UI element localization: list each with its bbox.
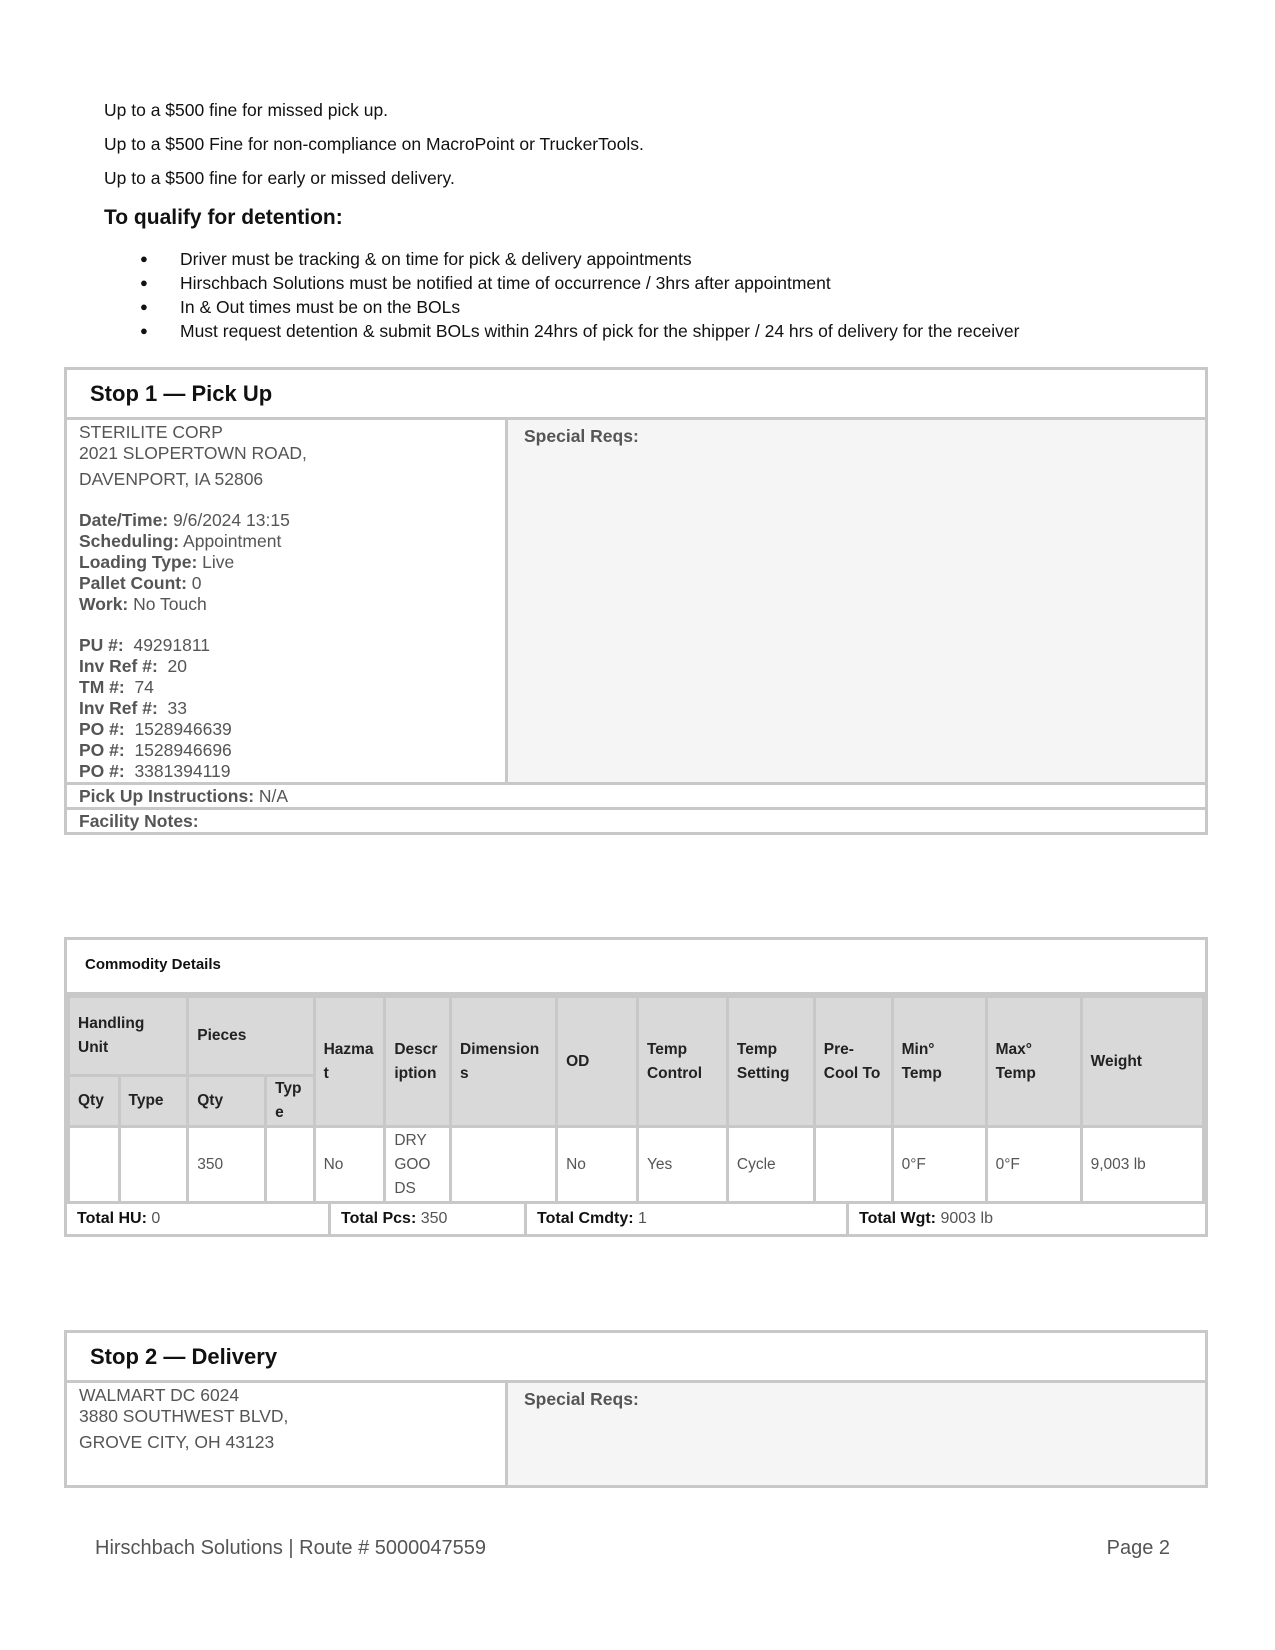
- header-hazmat: Hazmat: [314, 997, 385, 1127]
- detention-heading: To qualify for detention:: [104, 206, 343, 229]
- commodity-totals: [67, 1204, 1205, 1236]
- cell-hazmat: No: [314, 1127, 385, 1203]
- stop-1-ref: TM #: 74: [79, 677, 154, 697]
- stop-2-body: [67, 1383, 1205, 1485]
- cell-min-temp: 0°F: [892, 1127, 986, 1203]
- stop-1-ref: PO #: 1528946696: [79, 740, 232, 760]
- cell-dimensions: [451, 1127, 557, 1203]
- stop-1-company: STERILITE CORP: [79, 422, 223, 442]
- header-max-temp: Max° Temp: [986, 997, 1081, 1127]
- stop-1-address-line1: 2021 SLOPERTOWN ROAD,: [79, 443, 307, 463]
- total-cmdty: Total Cmdty: 1: [527, 1204, 849, 1236]
- total-hu: Total HU: 0: [67, 1204, 331, 1236]
- header-pieces: Pieces: [188, 997, 314, 1076]
- stop-1-ref: PO #: 1528946639: [79, 719, 232, 739]
- stop-1-loading-type: Loading Type: Live: [79, 552, 235, 572]
- stop-2-info: [67, 1383, 508, 1485]
- fine-missed-pickup: Up to a $500 fine for missed pick up.: [104, 100, 389, 120]
- detention-requirements-list: [140, 247, 1019, 343]
- stop-1-facility-notes: Facility Notes:: [79, 811, 199, 831]
- header-dimensions: Dimensions: [451, 997, 557, 1127]
- stop-1-ref: Inv Ref #: 20: [79, 656, 187, 676]
- stop-1-scheduling: Scheduling: Appointment: [79, 531, 282, 551]
- stop-2-address-line2: GROVE CITY, OH 43123: [79, 1432, 275, 1452]
- stop-1-address-line2: DAVENPORT, IA 52806: [79, 469, 264, 489]
- cell-temp-setting: Cycle: [727, 1127, 814, 1203]
- stop-1-ref: PO #: 3381394119: [79, 761, 231, 781]
- cell-max-temp: 0°F: [986, 1127, 1081, 1203]
- special-reqs-label: Special Reqs:: [524, 1389, 639, 1409]
- table-row: [69, 1127, 1204, 1203]
- fine-missed-delivery: Up to a $500 fine for early or missed delivery.: [104, 168, 455, 188]
- commodity-table: [67, 995, 1205, 1204]
- stop-2-title: Stop 2 — Delivery: [67, 1333, 1205, 1383]
- stop-2-company: WALMART DC 6024: [79, 1385, 240, 1405]
- stop-2-address-line1: 3880 SOUTHWEST BLVD,: [79, 1406, 289, 1426]
- special-reqs-label: Special Reqs:: [524, 426, 639, 446]
- cell-hu-qty: [69, 1127, 120, 1203]
- stop-1-info: [67, 420, 508, 782]
- cell-weight: 9,003 lb: [1081, 1127, 1203, 1203]
- header-od: OD: [557, 997, 638, 1127]
- footer-route: Hirschbach Solutions | Route # 5000047559: [95, 1537, 487, 1559]
- header-pcs-qty: Qty: [188, 1076, 266, 1127]
- fine-notices: [104, 100, 644, 202]
- stop-1-box: [64, 367, 1208, 835]
- cell-pcs-type: [266, 1127, 315, 1203]
- total-pcs: Total Pcs: 350: [331, 1204, 527, 1236]
- stop-1-ref: Inv Ref #: 33: [79, 698, 187, 718]
- detention-requirement: ● Driver must be tracking & on time for pick & delivery appointments: [140, 247, 1019, 271]
- stop-1-work: Work: No Touch: [79, 594, 207, 614]
- header-handling-unit: Handling Unit: [69, 997, 188, 1076]
- commodity-title: Commodity Details: [67, 940, 1205, 995]
- header-temp-setting: Temp Setting: [727, 997, 814, 1127]
- detention-requirement: ● Hirschbach Solutions must be notified at time of occurrence / 3hrs after appointment: [140, 271, 1019, 295]
- cell-hu-type: [119, 1127, 188, 1203]
- detention-requirement: ● In & Out times must be on the BOLs: [140, 295, 1019, 319]
- detention-requirement: ● Must request detention & submit BOLs within 24hrs of pick for the shipper / 24 hrs of delivery for the receiver: [140, 319, 1019, 343]
- fine-tracking-noncompliance: Up to a $500 Fine for non-compliance on MacroPoint or TruckerTools.: [104, 134, 644, 154]
- stop-1-title: Stop 1 — Pick Up: [67, 370, 1205, 420]
- stop-1-pickup-instructions: Pick Up Instructions: N/A: [67, 785, 1205, 810]
- header-description: Description: [385, 997, 451, 1127]
- header-min-temp: Min° Temp: [892, 997, 986, 1127]
- header-temp-control: Temp Control: [637, 997, 727, 1127]
- header-weight: Weight: [1081, 997, 1203, 1127]
- stop-1-datetime: Date/Time: 9/6/2024 13:15: [79, 510, 290, 530]
- header-pre-cool: Pre-Cool To: [814, 997, 892, 1127]
- total-wgt: Total Wgt: 9003 lb: [859, 1210, 993, 1227]
- header-pcs-type: Type: [266, 1076, 315, 1127]
- stop-2-special-reqs: [508, 1383, 1205, 1485]
- cell-od: No: [557, 1127, 638, 1203]
- cell-description: DRY GOODS: [385, 1127, 451, 1203]
- page-number: Page 2: [1106, 1537, 1170, 1559]
- stop-2-box: [64, 1330, 1208, 1488]
- cell-pcs-qty: 350: [188, 1127, 266, 1203]
- cell-pre-cool: [814, 1127, 892, 1203]
- header-hu-qty: Qty: [69, 1076, 120, 1127]
- stop-1-ref: PU #: 49291811: [79, 635, 211, 655]
- stop-1-pallet-count: Pallet Count: 0: [79, 573, 202, 593]
- header-hu-type: Type: [119, 1076, 188, 1127]
- stop-1-special-reqs: [508, 420, 1205, 782]
- stop-1-body: [67, 420, 1205, 785]
- cell-temp-control: Yes: [637, 1127, 727, 1203]
- commodity-details-box: [64, 937, 1208, 1237]
